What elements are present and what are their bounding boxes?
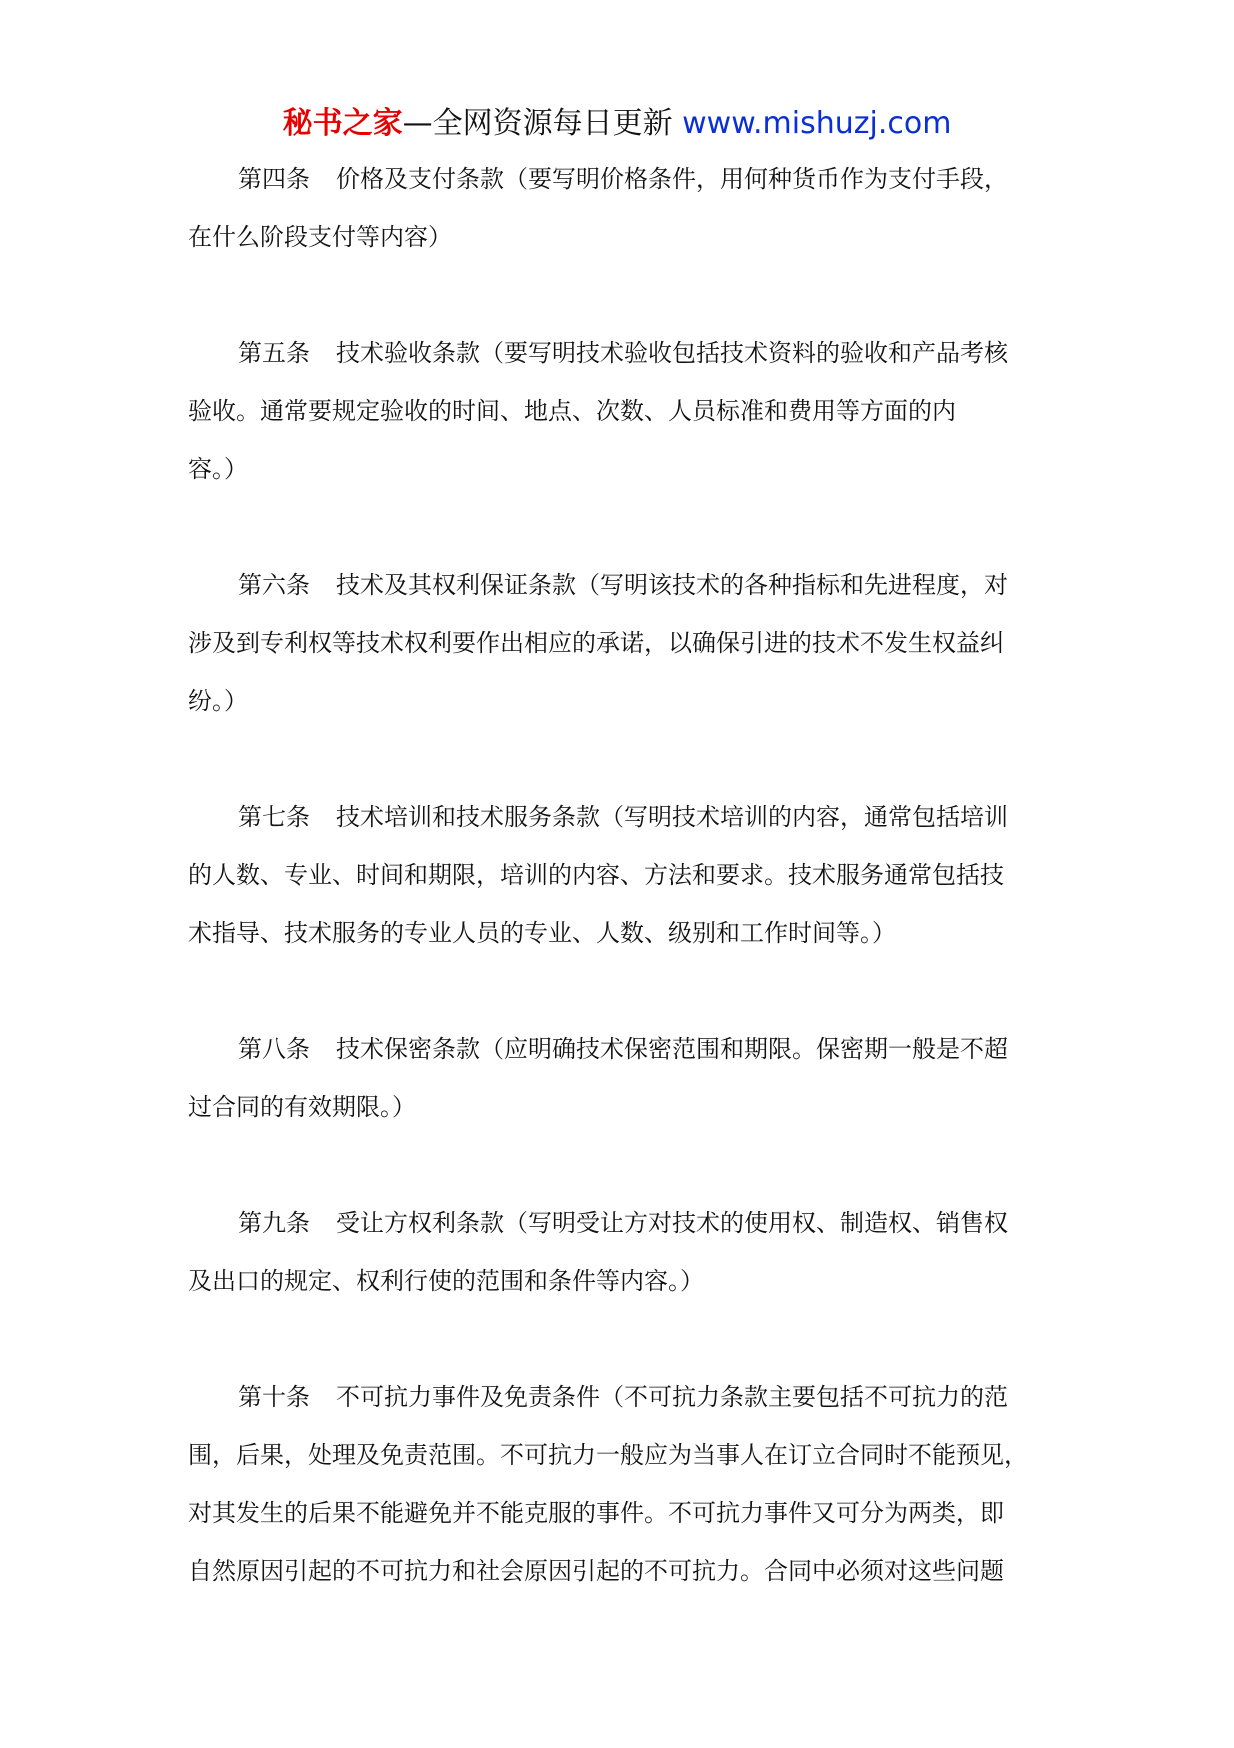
article-text: 价格及支付条款（要写明价格条件，用何种货币作为支付手段， (336, 165, 1008, 193)
article-7-line-2: 的人数、专业、时间和期限，培训的内容、方法和要求。技术服务通常包括技 (188, 861, 1004, 889)
article-text: 技术培训和技术服务条款（写明技术培训的内容，通常包括培训 (336, 803, 1008, 831)
article-text: 技术验收条款（要写明技术验收包括技术资料的验收和产品考核 (336, 339, 1008, 367)
watermark-url: www.mishuzj.com (682, 106, 952, 141)
article-6-line-1 (188, 556, 1052, 614)
article-6-line-3: 纷。） (188, 687, 248, 715)
article-6 (188, 556, 1052, 730)
article-5-line-3: 容。） (188, 455, 248, 483)
article-4-line-2: 在什么阶段支付等内容） (188, 223, 452, 251)
article-7 (188, 788, 1052, 962)
article-7-line-1 (188, 788, 1052, 846)
article-8-line-1 (188, 1020, 1052, 1078)
article-10-line-2: 围，后果，处理及免责范围。不可抗力一般应为当事人在订立合同时不能预见， (188, 1441, 1028, 1469)
article-text: 不可抗力事件及免责条件（不可抗力条款主要包括不可抗力的范 (336, 1383, 1008, 1411)
article-text: 技术保密条款（应明确技术保密范围和期限。保密期一般是不超 (336, 1035, 1008, 1063)
article-number: 第五条 (238, 339, 310, 367)
article-number: 第七条 (238, 803, 310, 831)
article-9-line-1 (188, 1194, 1052, 1252)
article-9 (188, 1194, 1052, 1310)
article-number: 第四条 (238, 165, 310, 193)
article-5-line-1 (188, 324, 1052, 382)
article-9-line-2: 及出口的规定、权利行使的范围和条件等内容。） (188, 1267, 704, 1295)
article-text: 受让方权利条款（写明受让方对技术的使用权、制造权、销售权 (336, 1209, 1008, 1237)
article-number: 第六条 (238, 571, 310, 599)
article-number: 第九条 (238, 1209, 310, 1237)
article-text: 技术及其权利保证条款（写明该技术的各种指标和先进程度，对 (336, 571, 1008, 599)
article-10-line-4: 自然原因引起的不可抗力和社会原因引起的不可抗力。合同中必须对这些问题 (188, 1557, 1004, 1585)
watermark-slogan: —全网资源每日更新 (402, 106, 683, 141)
article-8-line-2: 过合同的有效期限。） (188, 1093, 416, 1121)
article-7-line-3: 术指导、技术服务的专业人员的专业、人数、级别和工作时间等。） (188, 919, 896, 947)
article-10 (188, 1368, 1052, 1600)
article-number: 第十条 (238, 1383, 310, 1411)
article-8 (188, 1020, 1052, 1136)
site-watermark-header (0, 104, 1234, 144)
article-number: 第八条 (238, 1035, 310, 1063)
article-10-line-1 (188, 1368, 1052, 1426)
article-6-line-2: 涉及到专利权等技术权利要作出相应的承诺，以确保引进的技术不发生权益纠 (188, 629, 1004, 657)
article-5-line-2: 验收。通常要规定验收的时间、地点、次数、人员标准和费用等方面的内 (188, 397, 956, 425)
article-5 (188, 324, 1052, 498)
article-4 (188, 150, 1052, 266)
watermark-brand: 秘书之家 (282, 106, 403, 141)
article-4-line-1 (188, 150, 1052, 208)
document-body (188, 150, 1052, 1658)
article-10-line-3: 对其发生的后果不能避免并不能克服的事件。不可抗力事件又可分为两类，即 (188, 1499, 1004, 1527)
